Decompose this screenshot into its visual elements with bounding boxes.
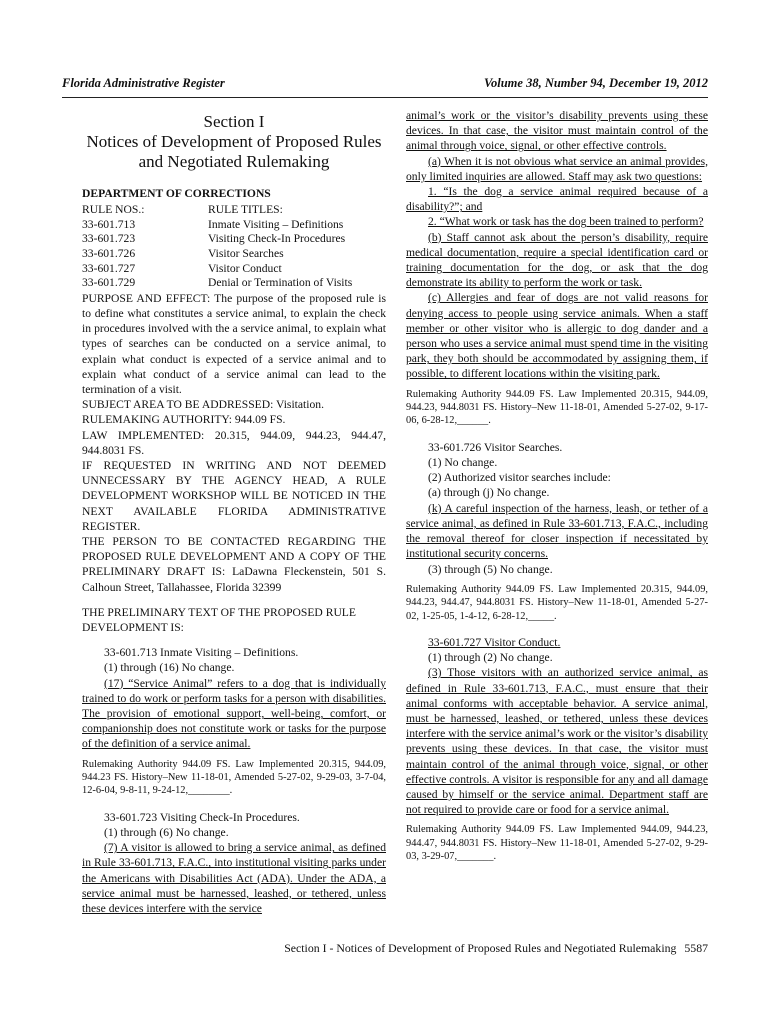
header-rule	[62, 97, 708, 98]
section-title-line-1: Section I	[203, 112, 265, 131]
section-title-line-2: Notices of Development of Proposed Rules	[86, 132, 382, 151]
publication-name: Florida Administrative Register	[62, 76, 225, 90]
rule-number: 33-601.729	[82, 276, 136, 290]
rule-713-heading: 33-601.713 Inmate Visiting – Definitions.	[104, 646, 299, 660]
spacer	[406, 627, 708, 635]
rule-number: 33-601.713	[82, 217, 136, 231]
rule-title: Visiting Check-In Procedures	[208, 232, 346, 246]
spacer	[82, 635, 386, 645]
rule-726-para-1: (1) No change.	[428, 456, 498, 470]
left-column	[82, 108, 386, 916]
section-title-line-3: and Negotiated Rulemaking	[138, 152, 330, 171]
rule-726-heading: 33-601.726 Visitor Searches.	[428, 440, 563, 454]
page-footer	[284, 941, 708, 956]
rule-row	[82, 262, 386, 277]
rule-726-para-2: (2) Authorized visitor searches include:	[428, 471, 611, 485]
running-header	[62, 76, 708, 94]
spacer	[406, 432, 708, 440]
rule-723-para-1: (1) through (6) No change.	[104, 826, 229, 840]
rule-723-para-2-continued: animal’s work or the visitor’s disability prevents using these devices. In that case, the visitor must maintain control of the animal through voice, signal, or other effective controls.	[406, 109, 708, 153]
purpose-and-effect: PURPOSE AND EFFECT: The purpose of the proposed rule is to define what constitutes a service animal, to explain the check in procedures involved with the a service animal, to explain what types of searches can be conducted on a service animal, to explain what conduct is expected of a service animal and to explain what conduct of a service animal can lead to the termination of a visit.	[82, 291, 386, 396]
rule-723-para-a: (a) When it is not obvious what service an animal provides, only limited inquiries are allowed. Staff may ask two questions:	[406, 154, 708, 183]
rule-titles-label: RULE TITLES:	[208, 203, 283, 217]
footer-section-title: Section I - Notices of Development of Proposed Rules and Negotiated Rulemaking	[284, 941, 677, 955]
rule-723-history: Rulemaking Authority 944.09 FS. Law Implemented 20.315, 944.09, 944.23, 944.8031 FS. History–New 11-18-01, Amended 5-27-02, 9-17-06, 6-28-12,______.	[406, 388, 708, 427]
rule-727-heading: 33-601.727 Visitor Conduct.	[428, 635, 561, 649]
rule-row	[82, 218, 386, 233]
rule-nos-label: RULE NOS.:	[82, 203, 145, 217]
department-heading: DEPARTMENT OF CORRECTIONS	[82, 187, 271, 200]
rule-723-question-2: 2. “What work or task has the dog been trained to perform?	[428, 215, 704, 229]
rule-726-history: Rulemaking Authority 944.09 FS. Law Implemented 20.315, 944.09, 944.23, 944.47, 944.8031 FS. History–New 11-18-01, Amended 5-27-02, 1-25-05, 1-4-12, 6-28-12,_____.	[406, 583, 708, 622]
contact-person: THE PERSON TO BE CONTACTED REGARDING THE PROPOSED RULE DEVELOPMENT AND A COPY OF THE PRELIMINARY DRAFT IS: LaDawna Fleckenstein, 501 S. Calhoun Street, Tallahassee, Florida 32399	[82, 535, 386, 594]
rule-723-question-1: 1. “Is the dog a service animal required because of a disability?”; and	[406, 185, 708, 214]
rule-number: 33-601.726	[82, 246, 136, 260]
rule-713-history: Rulemaking Authority 944.09 FS. Law Implemented 20.315, 944.09, 944.23 FS. History–New 11-18-01, Amended 5-27-02, 9-29-03, 3-7-04, 12-6-04, 9-8-11, 9-24-12,________.	[82, 758, 386, 797]
rule-727-para-2: (3) Those visitors with an authorized service animal, as defined in Rule 33-601.713, F.A.C., must ensure that their animal conforms with acceptable behavior. A service animal, must be harnessed, leashed, or tethered, unless these devices interfere with the service animal’s work or the visitor’s disability prevents using these devices. In that case, the visitor must maintain control of the animal through voice, signal, or other effective controls. A visitor is responsible for any and all damage caused by himself or the service animal. Department staff are not required to provide care or food for a service animal.	[406, 666, 708, 817]
rule-title: Visitor Conduct	[208, 261, 282, 275]
right-column	[406, 108, 708, 868]
subject-area: SUBJECT AREA TO BE ADDRESSED: Visitation.	[82, 398, 324, 412]
rule-726-para-3: (a) through (j) No change.	[428, 486, 550, 500]
section-title	[82, 112, 386, 172]
rule-number: 33-601.723	[82, 232, 136, 246]
rule-row	[82, 247, 386, 262]
rule-title: Visitor Searches	[208, 246, 284, 260]
spacer	[82, 802, 386, 810]
preliminary-text-heading: THE PRELIMINARY TEXT OF THE PROPOSED RULE DEVELOPMENT IS:	[82, 605, 356, 635]
rule-723-heading: 33-601.723 Visiting Check-In Procedures.	[104, 810, 300, 824]
rule-list-header	[82, 203, 386, 218]
rule-727-history: Rulemaking Authority 944.09 FS. Law Implemented 944.09, 944.23, 944.47, 944.8031 FS. History–New 11-18-01, Amended 5-27-02, 9-29-03, 3-29-07,_______.	[406, 824, 708, 863]
rule-title: Denial or Termination of Visits	[208, 276, 353, 290]
rule-title: Inmate Visiting – Definitions	[208, 217, 344, 231]
spacer	[82, 595, 386, 605]
rule-row	[82, 232, 386, 247]
issue-info: Volume 38, Number 94, December 19, 2012	[484, 76, 708, 90]
rule-713-para-1: (1) through (16) No change.	[104, 661, 235, 675]
rule-723-para-b: (b) Staff cannot ask about the person’s disability, require medical documentation, require a special identification card or training documentation for the dog, or ask that the dog demonstrate its ability to perform the work or task.	[406, 230, 708, 290]
rule-723-para-c: (c) Allergies and fear of dogs are not valid reasons for denying access to people using service animals. When a staff member or other visitor who is allergic to dog dander and a person who uses a service animal must spend time in the visiting park, they both should be accommodated by assigning them, if possible, to different locations within the visiting park.	[406, 291, 708, 381]
rulemaking-authority: RULEMAKING AUTHORITY: 944.09 FS.	[82, 413, 286, 427]
workshop-notice: IF REQUESTED IN WRITING AND NOT DEEMED UNNECESSARY BY THE AGENCY HEAD, A RULE DEVELOPMENT WORKSHOP WILL BE NOTICED IN THE NEXT AVAILABLE FLORIDA ADMINISTRATIVE REGISTER.	[82, 459, 386, 533]
rule-713-para-2: (17) “Service Animal” refers to a dog that is individually trained to do work or perform tasks for a person with disabilities. The provision of emotional support, well-being, comfort, or companionship does not constitute work or tasks for the purpose of the definition of a service animal.	[82, 676, 386, 751]
rule-726-para-5: (3) through (5) No change.	[428, 562, 553, 576]
rule-723-para-2: (7) A visitor is allowed to bring a service animal, as defined in Rule 33-601.713, F.A.C., into institutional visiting parks under the Americans with Disabilities Act (ADA). Under the ADA, a service animal must be harnessed, leashed, or tethered, unless these devices interfere with the service	[82, 841, 386, 916]
page-number: 5587	[684, 941, 708, 955]
rule-726-para-4: (k) A careful inspection of the harness, leash, or tether of a service animal, as defined in Rule 33-601.713, F.A.C., including the removal thereof for closer inspection if necessitated by institutional security concerns.	[406, 501, 708, 561]
rule-list	[82, 203, 386, 291]
rule-727-para-1: (1) through (2) No change.	[428, 651, 553, 665]
law-implemented: LAW IMPLEMENTED: 20.315, 944.09, 944.23, 944.47, 944.8031 FS.	[82, 428, 386, 457]
rule-row	[82, 276, 386, 291]
rule-number: 33-601.727	[82, 261, 136, 275]
